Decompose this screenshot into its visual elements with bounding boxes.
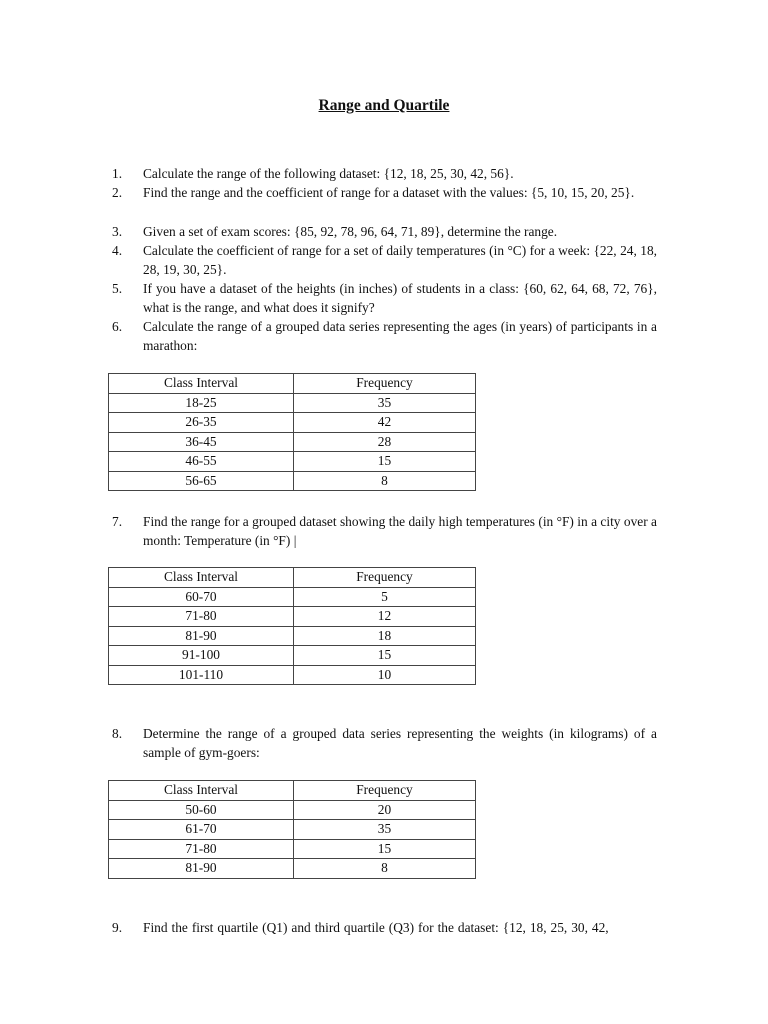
question-number: 1.	[112, 166, 123, 181]
table-cell: 61-70	[109, 820, 294, 840]
frequency-table-ages	[108, 373, 476, 491]
table-header: Frequency	[294, 374, 476, 394]
question-8	[112, 724, 657, 762]
table-cell: 35	[294, 820, 476, 840]
table-header: Class Interval	[109, 781, 294, 801]
table-header: Class Interval	[109, 568, 294, 588]
question-number: 5.	[112, 281, 123, 296]
table-cell: 26-35	[109, 413, 294, 433]
question-text: Find the range and the coefficient of range for a dataset with the values: {5, 10, 15, 20, 25}.	[143, 185, 635, 200]
question-number: 8.	[112, 726, 123, 741]
question-7	[112, 512, 657, 550]
table-cell: 10	[294, 665, 476, 685]
table-cell: 20	[294, 800, 476, 820]
table-cell: 71-80	[109, 839, 294, 859]
question-number: 3.	[112, 224, 123, 239]
question-text: Calculate the range of the following dataset: {12, 18, 25, 30, 42, 56}.	[143, 166, 514, 181]
table-cell: 12	[294, 607, 476, 627]
table-cell: 18	[294, 626, 476, 646]
table-cell: 35	[294, 393, 476, 413]
table-cell: 81-90	[109, 626, 294, 646]
table-cell: 81-90	[109, 859, 294, 879]
question-text: Find the range for a grouped dataset showing the daily high temperatures (in °F) in a city over a month: Temperature (in °F) |	[143, 514, 657, 549]
table-cell: 101-110	[109, 665, 294, 685]
table-cell: 15	[294, 646, 476, 666]
table-cell: 36-45	[109, 432, 294, 452]
question-text: Determine the range of a grouped data series representing the weights (in kilograms) of a sample of gym-goers:	[143, 726, 657, 761]
table-cell: 42	[294, 413, 476, 433]
question-3	[112, 222, 657, 241]
question-text: Calculate the coefficient of range for a set of daily temperatures (in °C) for a week: {22, 24, 18, 28, 19, 30, 25}.	[143, 243, 657, 278]
frequency-table-weights	[108, 780, 476, 879]
table-cell: 28	[294, 432, 476, 452]
table-cell: 8	[294, 471, 476, 491]
table-header: Frequency	[294, 781, 476, 801]
question-2	[112, 183, 657, 202]
question-number: 6.	[112, 319, 123, 334]
question-6	[112, 317, 657, 355]
question-number: 7.	[112, 514, 123, 529]
table-cell: 50-60	[109, 800, 294, 820]
table-cell: 15	[294, 839, 476, 859]
table-cell: 46-55	[109, 452, 294, 472]
question-number: 9.	[112, 920, 123, 935]
table-header: Frequency	[294, 568, 476, 588]
question-4	[112, 241, 657, 279]
page-title: Range and Quartile	[318, 97, 450, 114]
question-5	[112, 279, 657, 317]
table-cell: 91-100	[109, 646, 294, 666]
question-text: Find the first quartile (Q1) and third quartile (Q3) for the dataset: {12, 18, 25, 30, 42,	[143, 920, 609, 935]
table-header: Class Interval	[109, 374, 294, 394]
question-text: Given a set of exam scores: {85, 92, 78, 96, 64, 71, 89}, determine the range.	[143, 224, 558, 239]
question-text: If you have a dataset of the heights (in inches) of students in a class: {60, 62, 64, 68, 72, 76}, what is the range, and what does it signify?	[143, 281, 657, 316]
question-number: 2.	[112, 185, 123, 200]
frequency-table-temperatures	[108, 567, 476, 685]
table-cell: 18-25	[109, 393, 294, 413]
question-number: 4.	[112, 243, 123, 258]
question-text: Calculate the range of a grouped data series representing the ages (in years) of participants in a marathon:	[143, 319, 657, 354]
table-cell: 5	[294, 587, 476, 607]
table-cell: 71-80	[109, 607, 294, 627]
table-cell: 56-65	[109, 471, 294, 491]
table-cell: 8	[294, 859, 476, 879]
question-1	[112, 164, 657, 183]
question-9	[112, 918, 657, 937]
table-cell: 60-70	[109, 587, 294, 607]
table-cell: 15	[294, 452, 476, 472]
